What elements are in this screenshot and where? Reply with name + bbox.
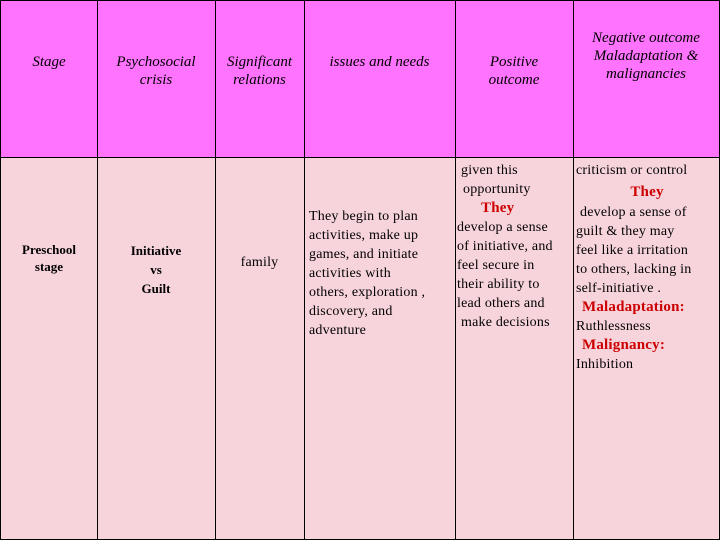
header-positive xyxy=(455,53,573,89)
negative-line: feel like a irritation xyxy=(576,243,689,258)
cell-negative xyxy=(576,161,718,374)
stage-line2: stage xyxy=(34,259,64,274)
header-relations-line1: Significant xyxy=(227,54,292,70)
cell-positive xyxy=(457,161,573,332)
issues-line: activities, make up xyxy=(309,228,419,243)
stage-line1: Preschool xyxy=(22,242,76,257)
malignancy-label: Malignancy: xyxy=(582,337,666,353)
positive-line: lead others and xyxy=(457,296,545,311)
cell-issues xyxy=(309,207,453,340)
issues-line: games, and initiate xyxy=(309,247,419,262)
negative-line: develop a sense of xyxy=(580,205,687,220)
header-crisis-line2: crisis xyxy=(139,72,173,88)
issues-line: discovery, and xyxy=(309,304,393,319)
maladaptation-label: Maladaptation: xyxy=(582,299,685,315)
positive-line: make decisions xyxy=(461,315,550,330)
positive-line: their ability to xyxy=(457,277,540,292)
positive-line: feel secure in xyxy=(457,258,535,273)
crisis-line3: Guilt xyxy=(141,281,171,296)
column-divider xyxy=(304,1,305,539)
header-negative xyxy=(573,29,719,83)
header-relations xyxy=(215,53,304,89)
maladaptation-value: Ruthlessness xyxy=(576,319,651,334)
header-negative-line2: Maladaptation & xyxy=(593,48,699,64)
negative-line: to others, lacking in xyxy=(576,262,692,277)
header-positive-line2: outcome xyxy=(488,72,540,88)
header-negative-line1: Negative outcome xyxy=(592,30,700,46)
header-crisis xyxy=(97,53,215,89)
cell-crisis xyxy=(97,241,215,298)
positive-line1: given this xyxy=(461,163,518,178)
issues-line: adventure xyxy=(309,323,366,338)
issues-line: They begin to plan xyxy=(309,209,418,224)
positive-highlight: They xyxy=(481,200,515,216)
crisis-line2: vs xyxy=(150,262,162,277)
cell-relations: family xyxy=(240,255,279,270)
crisis-line1: Initiative xyxy=(130,243,182,258)
negative-line: self-initiative . xyxy=(576,281,662,296)
header-positive-line1: Positive xyxy=(489,54,539,70)
header-stage: Stage xyxy=(32,54,66,70)
header-negative-line3: malignancies xyxy=(606,66,686,82)
header-issues: issues and needs xyxy=(329,54,430,70)
malignancy-value: Inhibition xyxy=(576,357,634,372)
positive-line2: opportunity xyxy=(463,182,531,197)
header-relations-line2: relations xyxy=(233,72,286,88)
issues-line: activities with xyxy=(309,266,391,281)
cell-stage xyxy=(1,241,97,275)
positive-line: of initiative, and xyxy=(457,239,553,254)
negative-line: guilt & they may xyxy=(576,224,675,239)
positive-line: develop a sense xyxy=(457,220,548,235)
negative-line1: criticism or control xyxy=(576,163,688,178)
issues-line: others, exploration , xyxy=(309,285,426,300)
header-crisis-line1: Psychosocial xyxy=(116,54,196,70)
negative-highlight: They xyxy=(630,184,664,200)
